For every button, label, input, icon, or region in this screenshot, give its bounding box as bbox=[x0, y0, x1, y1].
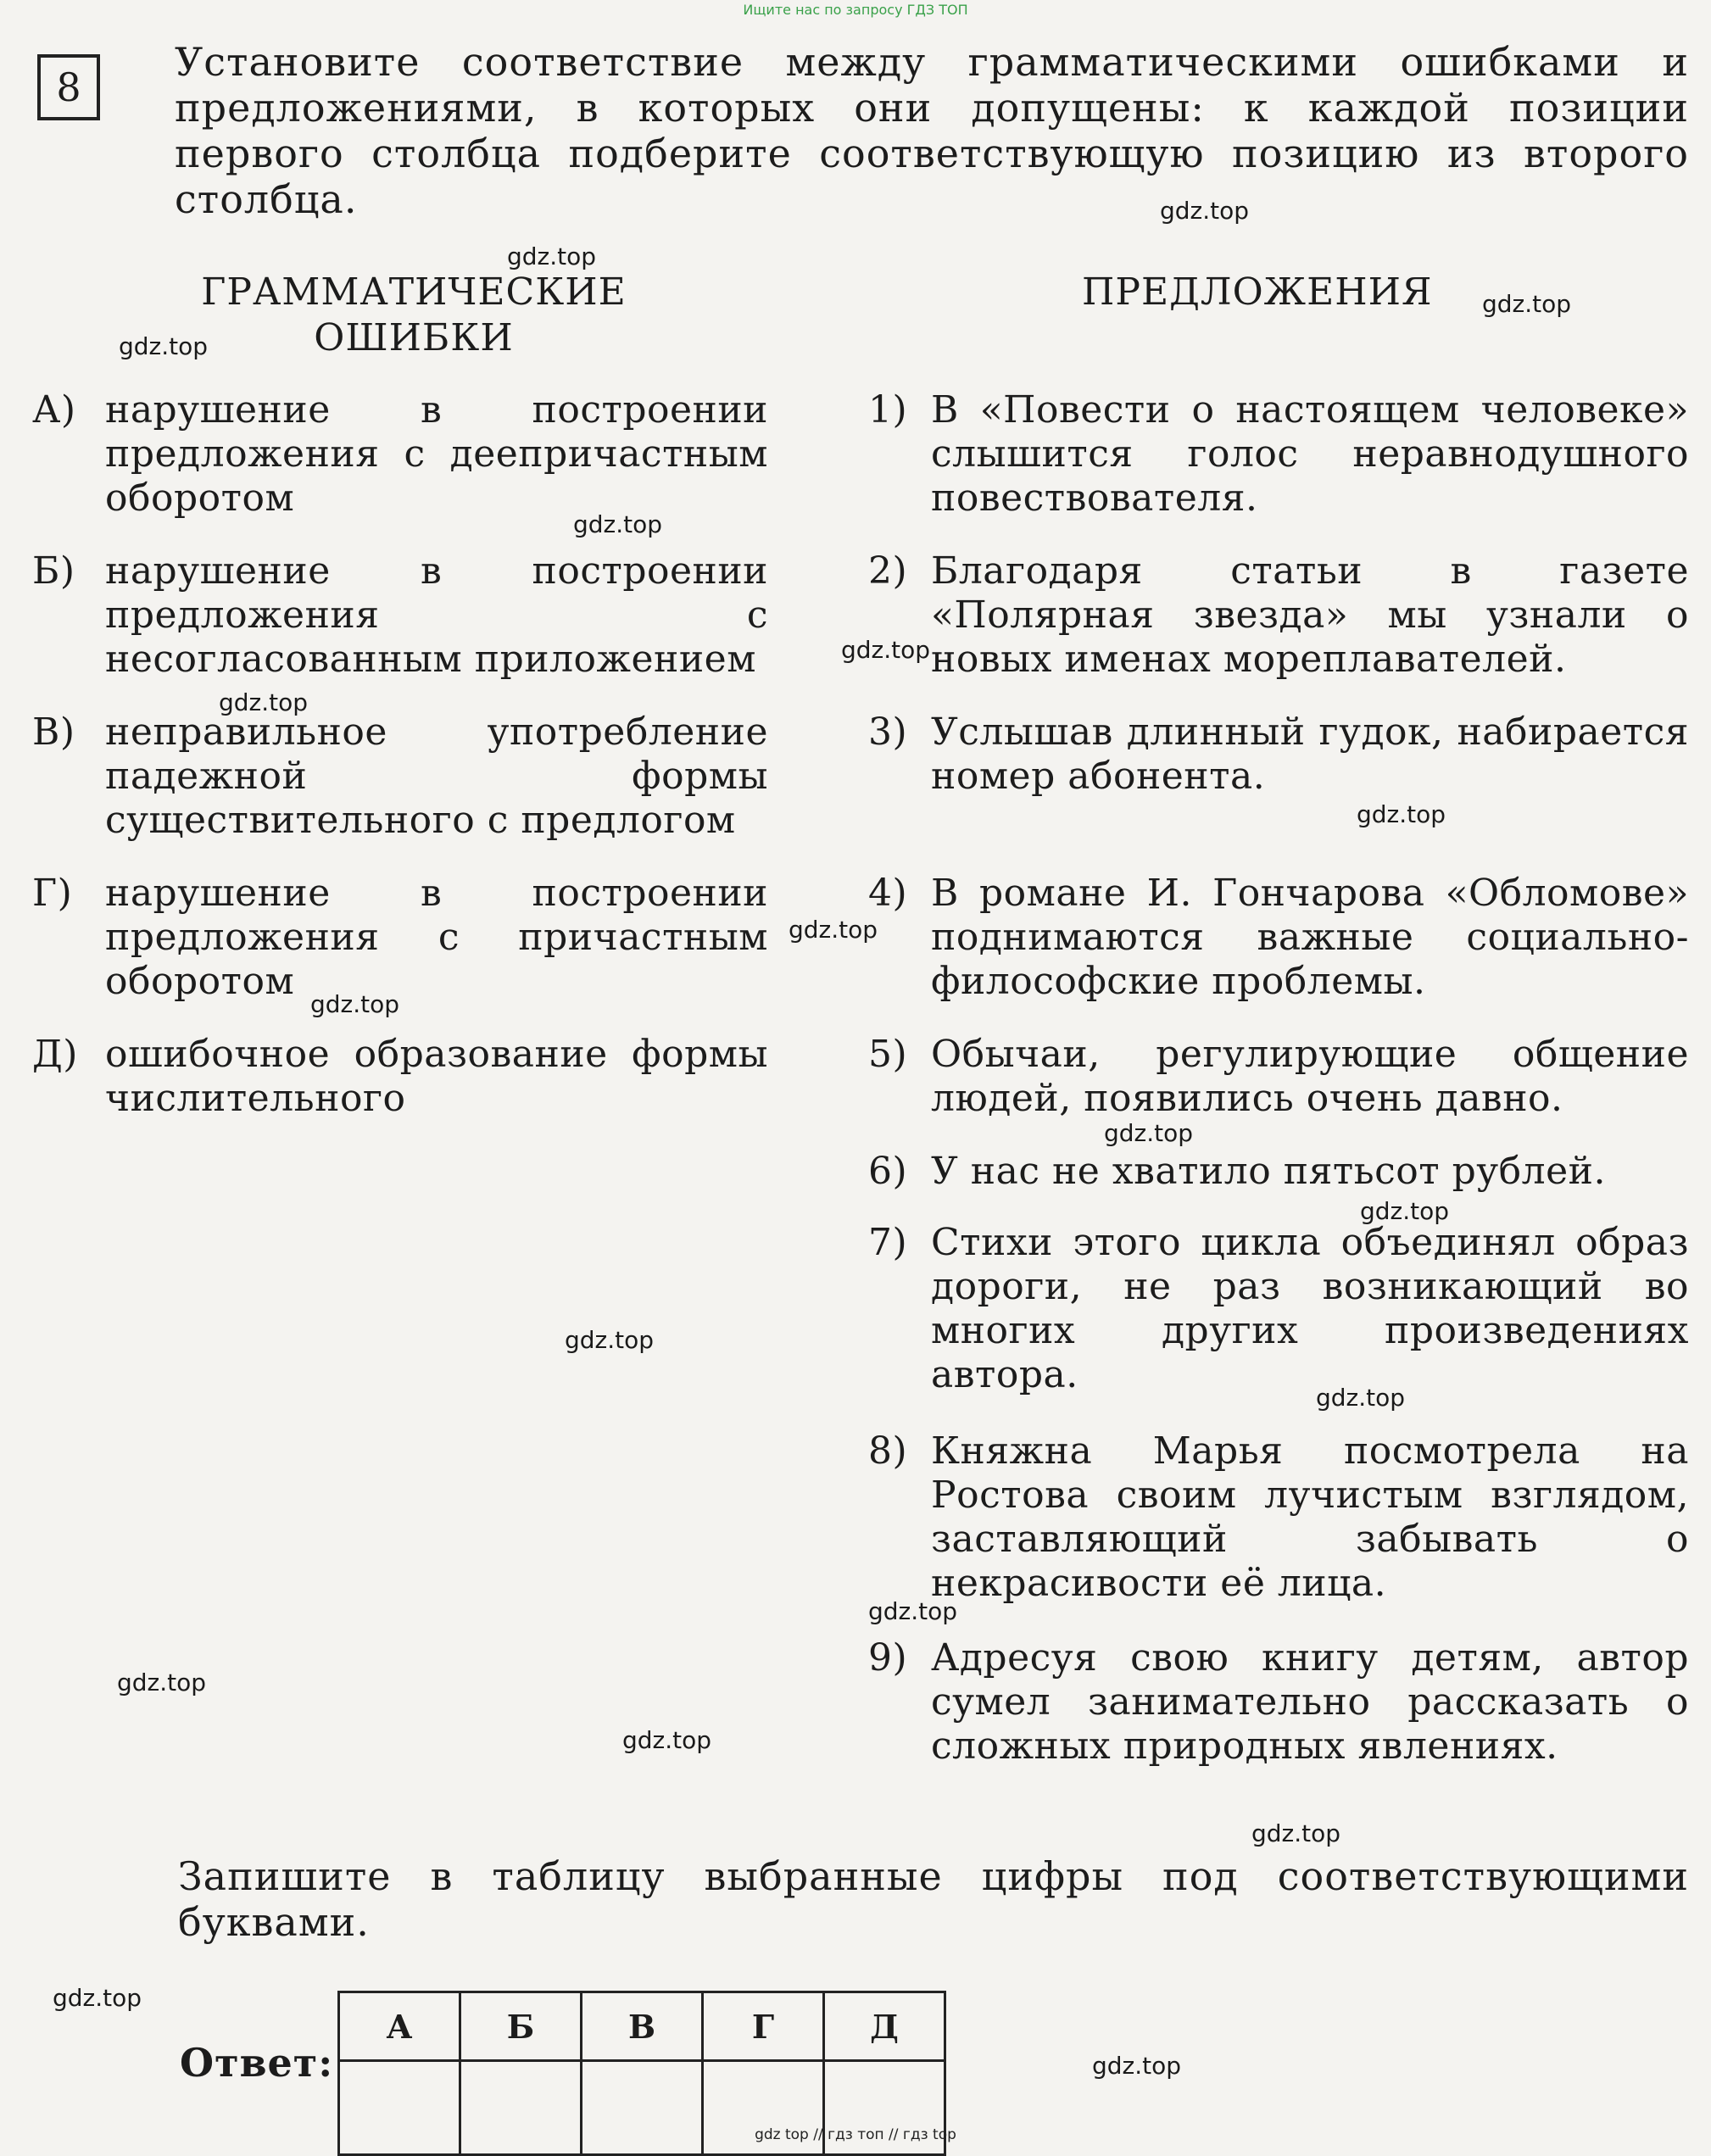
sentence-number: 1) bbox=[868, 388, 908, 432]
watermark: gdz.top bbox=[573, 510, 663, 538]
error-text: нарушение в построении предложения с причастным оборотом bbox=[105, 872, 768, 1003]
sentence-text: Благодаря статьи в газете «Полярная звезда» мы узнали о новых именах мореплавателей. bbox=[931, 549, 1689, 681]
watermark: gdz.top bbox=[1251, 1819, 1341, 1847]
sentence-item bbox=[868, 549, 1689, 710]
error-letter: Д) bbox=[32, 1033, 78, 1076]
sentence-number: 2) bbox=[868, 549, 908, 593]
error-item bbox=[32, 710, 768, 872]
sentence-item bbox=[868, 388, 1689, 549]
sentence-number: 9) bbox=[868, 1636, 908, 1680]
answer-column-v: В bbox=[582, 1992, 703, 2061]
sentence-item bbox=[868, 710, 1689, 872]
answer-label: Ответ: bbox=[180, 2040, 334, 2086]
answer-column-b: Б bbox=[460, 1992, 582, 2061]
sentence-text: Стихи этого цикла объединял образ дороги, не раз возникающий во многих других произведениях автора. bbox=[931, 1221, 1689, 1396]
watermark: gdz.top bbox=[622, 1726, 712, 1754]
watermark: gdz.top bbox=[565, 1326, 655, 1354]
watermark: gdz.top bbox=[310, 990, 400, 1018]
top-search-note: Ищите нас по запросу ГДЗ ТОП bbox=[743, 2, 968, 18]
sentence-number: 7) bbox=[868, 1221, 908, 1264]
sentence-text: Обычаи, регулирующие общение людей, появились очень давно. bbox=[931, 1033, 1689, 1120]
watermark: gdz.top bbox=[507, 242, 597, 270]
sentence-item bbox=[868, 1221, 1689, 1429]
errors-column-heading: ГРАММАТИЧЕСКИЕ ОШИБКИ bbox=[201, 270, 627, 359]
error-item bbox=[32, 872, 768, 1033]
sentence-item bbox=[868, 1150, 1689, 1221]
task-statement: Установите соответствие между грамматическими ошибками и предложениями, в которых они допущены: к каждой позиции первого столбца подберите соответствующую позицию из второго столбца. bbox=[175, 39, 1689, 222]
watermark: gdz.top bbox=[868, 1597, 958, 1625]
sentences-list bbox=[868, 388, 1689, 1769]
sentence-number: 8) bbox=[868, 1429, 908, 1473]
watermark: gdz.top bbox=[1360, 1197, 1450, 1225]
instruction-text: Запишите в таблицу выбранные цифры под соответствующими буквами. bbox=[178, 1853, 1689, 1945]
sentence-text: Княжна Марья посмотрела на Ростова своим лучистым взглядом, заставляющий забывать о некрасивости её лица. bbox=[931, 1429, 1689, 1605]
sentence-text: Адресуя свою книгу детям, автор сумел занимательно рассказать о сложных природных явлениях. bbox=[931, 1636, 1689, 1768]
watermark: gdz.top bbox=[117, 1669, 207, 1696]
answer-column-a: А bbox=[339, 1992, 460, 2061]
errors-list bbox=[32, 388, 768, 1121]
watermark: gdz.top bbox=[119, 332, 209, 360]
sentences-column-heading: ПРЕДЛОЖЕНИЯ bbox=[1082, 270, 1433, 314]
watermark: gdz.top bbox=[1104, 1119, 1194, 1147]
watermark: gdz.top bbox=[1160, 197, 1250, 225]
sentence-item bbox=[868, 1429, 1689, 1636]
sentence-text: Услышав длинный гудок, набирается номер абонента. bbox=[931, 710, 1689, 798]
error-item bbox=[32, 1033, 768, 1121]
answer-column-d: Д bbox=[824, 1992, 945, 2061]
error-letter: В) bbox=[32, 710, 75, 754]
sentence-text: В «Повести о настоящем человеке» слышится голос неравнодушного повествователя. bbox=[931, 388, 1689, 520]
watermark: gdz.top bbox=[1092, 2052, 1182, 2080]
answer-table-header-row bbox=[339, 1992, 945, 2061]
error-text: ошибочное образование формы числительного bbox=[105, 1033, 768, 1120]
sentence-text: У нас не хватило пятьсот рублей. bbox=[931, 1150, 1606, 1193]
error-text: неправильное употребление падежной формы существительного с предлогом bbox=[105, 710, 768, 842]
watermark: gdz.top bbox=[219, 688, 309, 716]
error-letter: Б) bbox=[32, 549, 75, 593]
sentence-item bbox=[868, 1033, 1689, 1150]
sentence-number: 3) bbox=[868, 710, 908, 754]
answer-column-g: Г bbox=[703, 1992, 824, 2061]
bottom-note: gdz top // гдз топ // гдз top bbox=[755, 2126, 956, 2143]
sentence-number: 5) bbox=[868, 1033, 908, 1076]
error-text: нарушение в построении предложения с несогласованным приложением bbox=[105, 549, 768, 681]
watermark: gdz.top bbox=[789, 916, 878, 944]
error-letter: Г) bbox=[32, 872, 73, 915]
watermark: gdz.top bbox=[53, 1984, 142, 2012]
error-letter: А) bbox=[32, 388, 76, 432]
sentence-number: 6) bbox=[868, 1150, 908, 1193]
watermark: gdz.top bbox=[1357, 800, 1446, 828]
watermark: gdz.top bbox=[1316, 1384, 1406, 1412]
watermark: gdz.top bbox=[1482, 290, 1572, 318]
sentence-item bbox=[868, 1636, 1689, 1769]
error-text: нарушение в построении предложения с деепричастным оборотом bbox=[105, 388, 768, 520]
task-number-box: 8 bbox=[37, 54, 100, 120]
error-item bbox=[32, 549, 768, 710]
watermark: gdz.top bbox=[841, 636, 931, 664]
sentence-text: В романе И. Гончарова «Обломове» поднимаются важные социально-философские проблемы. bbox=[931, 872, 1689, 1003]
sentence-number: 4) bbox=[868, 872, 908, 915]
sentence-item bbox=[868, 872, 1689, 1033]
